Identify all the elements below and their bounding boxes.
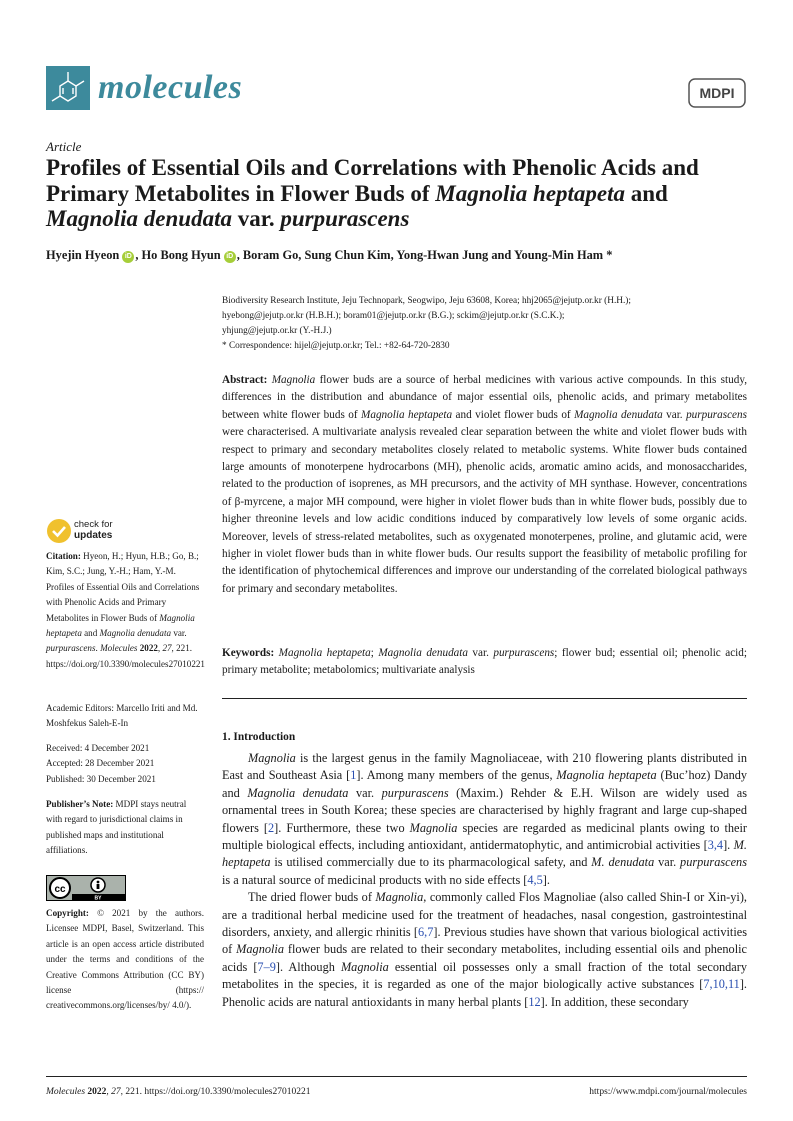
cc-by-label: BY: [94, 895, 102, 901]
dates-block: [46, 741, 204, 787]
keywords-label: Keywords:: [222, 647, 275, 659]
published-date: Published: 30 December 2021: [46, 773, 156, 784]
citation-link[interactable]: 1: [350, 768, 357, 783]
article-title: Profiles of Essential Oils and Correlations with Phenolic Acids and Primary Metabolites in Flower Buds of Magnolia heptapeta and Magnolia denudata var. purpurascens: [46, 155, 699, 231]
journal-name[interactable]: molecules: [98, 69, 243, 106]
citation-link[interactable]: 3,4: [707, 838, 724, 853]
paragraph: The dried flower buds of Magnolia, commonly called Flos Magnoliae (also called Shin-I or Xin-yi), are a traditional herbal medicine used for the treatment of headaches, nasal congestion, gastrointestinal disorders, anxiety, and allergic rhinitis [6,7]. Previous studies have shown that various biological activities of Magnolia flower buds are related to their secondary metabolites, including essential oils and phenolic acids [7–9]. Although Magnolia essential oil possesses only a small fraction of the total secondary metabolites in the species, it is regarded as one of the major biologically active substances [7,10,11]. Phenolic acids are natural antioxidants in many herbal plants [12]. In addition, these secondary: [222, 890, 747, 1009]
academic-editors: Academic Editors: Marcello Iriti and Md. Moshfekus Saleh-E-In: [46, 703, 198, 729]
author-list: Hyejin Hyeon iD , Ho Bong Hyun iD , Boram Go, Sung Chun Kim, Yong-Hwan Jung and Young-Min Ham *: [46, 248, 613, 262]
accepted-date: Accepted: 28 December 2021: [46, 758, 155, 769]
received-date: Received: 4 December 2021: [46, 743, 150, 753]
footer-divider: [46, 1076, 747, 1077]
citation-link[interactable]: 4,5: [527, 872, 543, 887]
citation-link[interactable]: 6,7: [418, 925, 434, 940]
check-for-updates-icon[interactable]: [46, 518, 72, 544]
publisher-note: Publisher’s Note: MDPI stays neutral with regard to jurisdictional claims in published maps and institutional affiliations.: [46, 799, 187, 856]
orcid-icon[interactable]: iD: [122, 251, 134, 263]
affiliation-line: hyebong@jejutp.or.kr (H.B.H.); boram01@jejutp.or.kr (B.G.); sckim@jejutp.or.kr (S.C.K.);: [222, 311, 565, 322]
footer-citation: Molecules 2022, 27, 221. https://doi.org/10.3390/molecules27010221: [46, 1087, 311, 1097]
publisher-name: MDPI: [699, 85, 735, 101]
check-for-updates-link[interactable]: check for updates: [74, 519, 113, 541]
citation-link[interactable]: 7,10,11: [703, 977, 740, 992]
divider: [222, 698, 747, 699]
affiliation-line: yhjung@jejutp.or.kr (Y.-H.J.): [222, 326, 332, 337]
orcid-icon[interactable]: iD: [224, 251, 236, 263]
section-heading: 1. Introduction: [222, 731, 296, 743]
citation-link[interactable]: 2: [267, 820, 275, 835]
journal-logo-icon: [46, 66, 90, 110]
intro-body: [222, 750, 747, 1011]
affiliation-block: [222, 294, 747, 354]
svg-text:cc: cc: [54, 884, 66, 895]
cc-by-license-icon[interactable]: [46, 875, 126, 901]
abstract-label: Abstract:: [222, 374, 268, 386]
correspondence-line: * Correspondence: hijel@jejutp.or.kr; Tel.: +82-64-720-2830: [222, 341, 450, 352]
citation-link[interactable]: 12: [528, 994, 541, 1009]
abstract: Abstract: Magnolia flower buds are a source of herbal medicines with various active compounds. In this study, differences in the distribution and abundance of major essential oils, phenolic acids, and primary metabolites between white flower buds of Magnolia heptapeta and violet flower buds of Magnolia denudata var. purpurascens were characterised. A multivariate analysis revealed clear separation between the white and violet flower buds with respect to primary and secondary metabolites closely related to metabolic systems. White flower buds contained large amounts of monoterpene hydrocarbons (MH), phenolic acids, aromatic amino acids, and monosaccharides, related to the production of isoprenes, as MH precursors, and the activity of MH synthase. However, concentrations of β-myrcene, a major MH compound, were higher in violet flower buds than in white flower buds, possibly due to higher threonine levels and low acidic conditions induced by comparatively low levels of some organic acids. Moreover, levels of stress-related metabolites, such as oxygenated monoterpenes, proline, and glutamic acid, were higher in violet flower buds than in white flower buds. Our results support the feasibility of metabolic profiling for the identification of phytochemical differences and improve our understanding of the correlated biological pathways for primary and secondary metabolites.: [222, 374, 747, 595]
affiliation-line: Biodiversity Research Institute, Jeju Technopark, Seogwipo, Jeju 63608, Korea; hhj2065@jejutp.or.kr (H.H.);: [222, 296, 631, 306]
keywords: Keywords: Magnolia heptapeta; Magnolia denudata var. purpurascens; flower bud; essential oil; phenolic acid; primary metabolite; metabolomics; multivariate analysis: [222, 647, 747, 677]
paragraph: Magnolia is the largest genus in the family Magnoliaceae, with 210 flowering plants distributed in East and Southeast Asia [1]. Among many members of the genus, Magnolia heptapeta (Buc’hoz) Dandy and Magnolia denudata var. purpurascens (Maxim.) Rehder & E.H. Wilson are widely used as ornamental trees in South Korea; these species are characterised by highly fragrant and large cup-shaped flowers [2]. Furthermore, these two Magnolia species are regarded as medicinal plants owing to their multiple biological effects, including antioxidant, antidermatophytic, and antimicrobial activities [3,4]. M. heptapeta is utilised commercially due to its pharmacological safety, and M. denudata var. purpurascens is a natural source of medicinal products with no side effects [4,5].: [222, 751, 748, 887]
citation-block: Citation: Hyeon, H.; Hyun, H.B.; Go, B.; Kim, S.C.; Jung, Y.-H.; Ham, Y.-M. Profiles of Essential Oils and Correlations with Phenolic Acids and Primary Metabolites in Flower Buds of Magnolia heptapeta and Magnolia denudata var. purpurascens. Molecules 2022, 27, 221. https://doi.org/10.3390/molecules27010221: [46, 551, 205, 669]
citation-link[interactable]: 7–9: [257, 959, 276, 974]
mdpi-logo-icon[interactable]: [688, 78, 746, 108]
article-type: Article: [46, 139, 82, 154]
copyright-block: Copyright: © 2021 by the authors. Licensee MDPI, Basel, Switzerland. This article is an open access article distributed under the terms and conditions of the Creative Commons Attribution (CC BY) license (https:// creativecommons.org/licenses/by/ 4.0/).: [46, 908, 204, 1011]
footer-journal-link[interactable]: https://www.mdpi.com/journal/molecules: [589, 1087, 747, 1097]
